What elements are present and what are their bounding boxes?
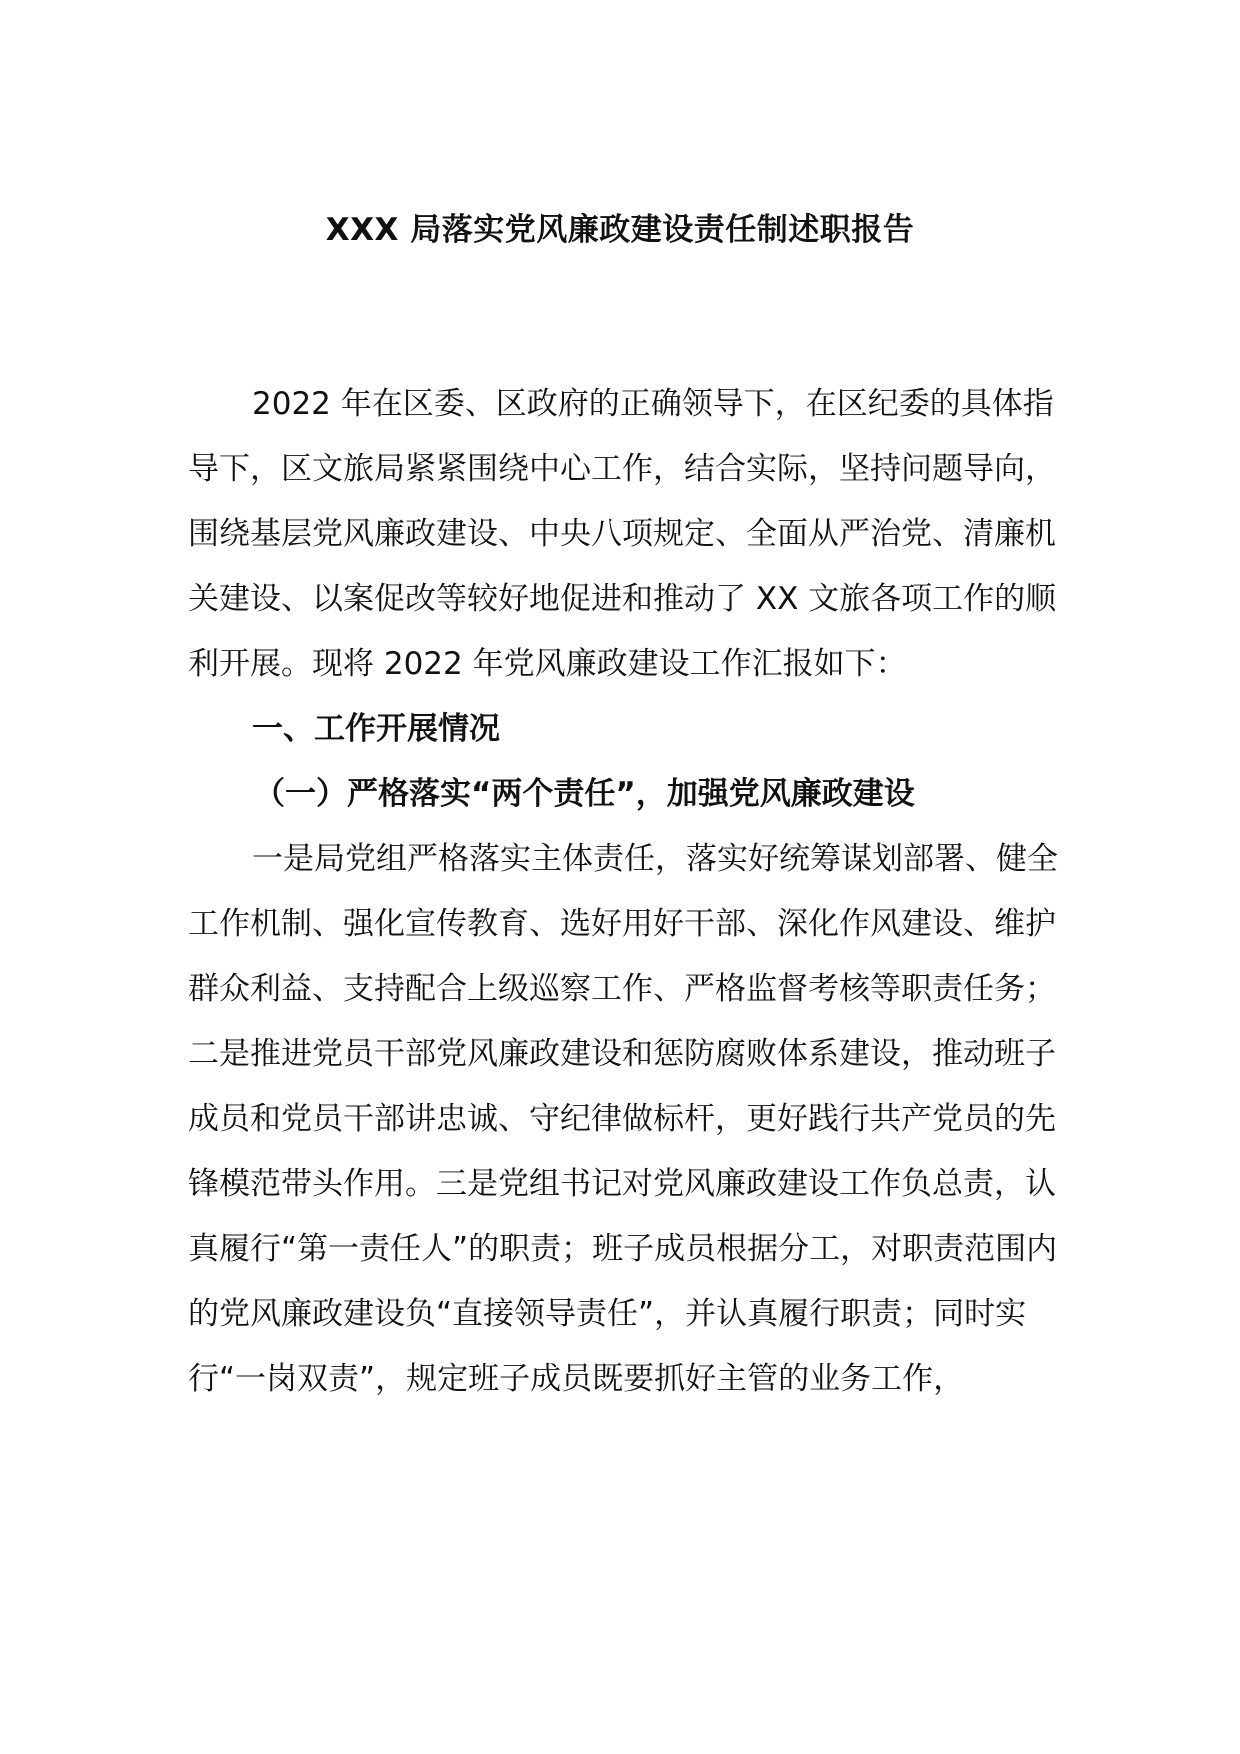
subsection-heading: （一）严格落实“两个责任”，加强党风廉政建设 <box>254 776 915 812</box>
body-paragraph: 一是局党组严格落实主体责任，落实好统筹谋划部署、健全工作机制、强化宣传教育、选好用好干部、深化作风建设、维护群众利益、支持配合上级巡察工作、严格监督考核等职责任务；二是推进党员干部党风廉政建设和惩防腐败体系建设，推动班子成员和党员干部讲忠诚、守纪律做标杆，更好践行共产党员的先锋模范带头作用。三是党组书记对党风廉政建设工作负总责，认真履行“第一责任人”的职责；班子成员根据分工，对职责范围内的党风廉政建设负“直接领导责任”，并认真履行职责；同时实行“一岗双责”，规定班子成员既要抓好主管的业务工作， <box>188 841 1058 1397</box>
section-heading: 一、工作开展情况 <box>252 711 500 747</box>
intro-paragraph: 2022 年在区委、区政府的正确领导下，在区纪委的具体指导下，区文旅局紧紧围绕中心工作，结合实际，坚持问题导向，围绕基层党风廉政建设、中央八项规定、全面从严治党、清廉机关建设、以案促改等较好地促进和推动了 XX 文旅各项工作的顺利开展。现将 2022 年党风廉政建设工作汇报如下： <box>188 386 1057 682</box>
document-body <box>188 372 1060 1412</box>
document-title: XXX 局落实党风廉政建设责任制述职报告 <box>325 212 915 248</box>
